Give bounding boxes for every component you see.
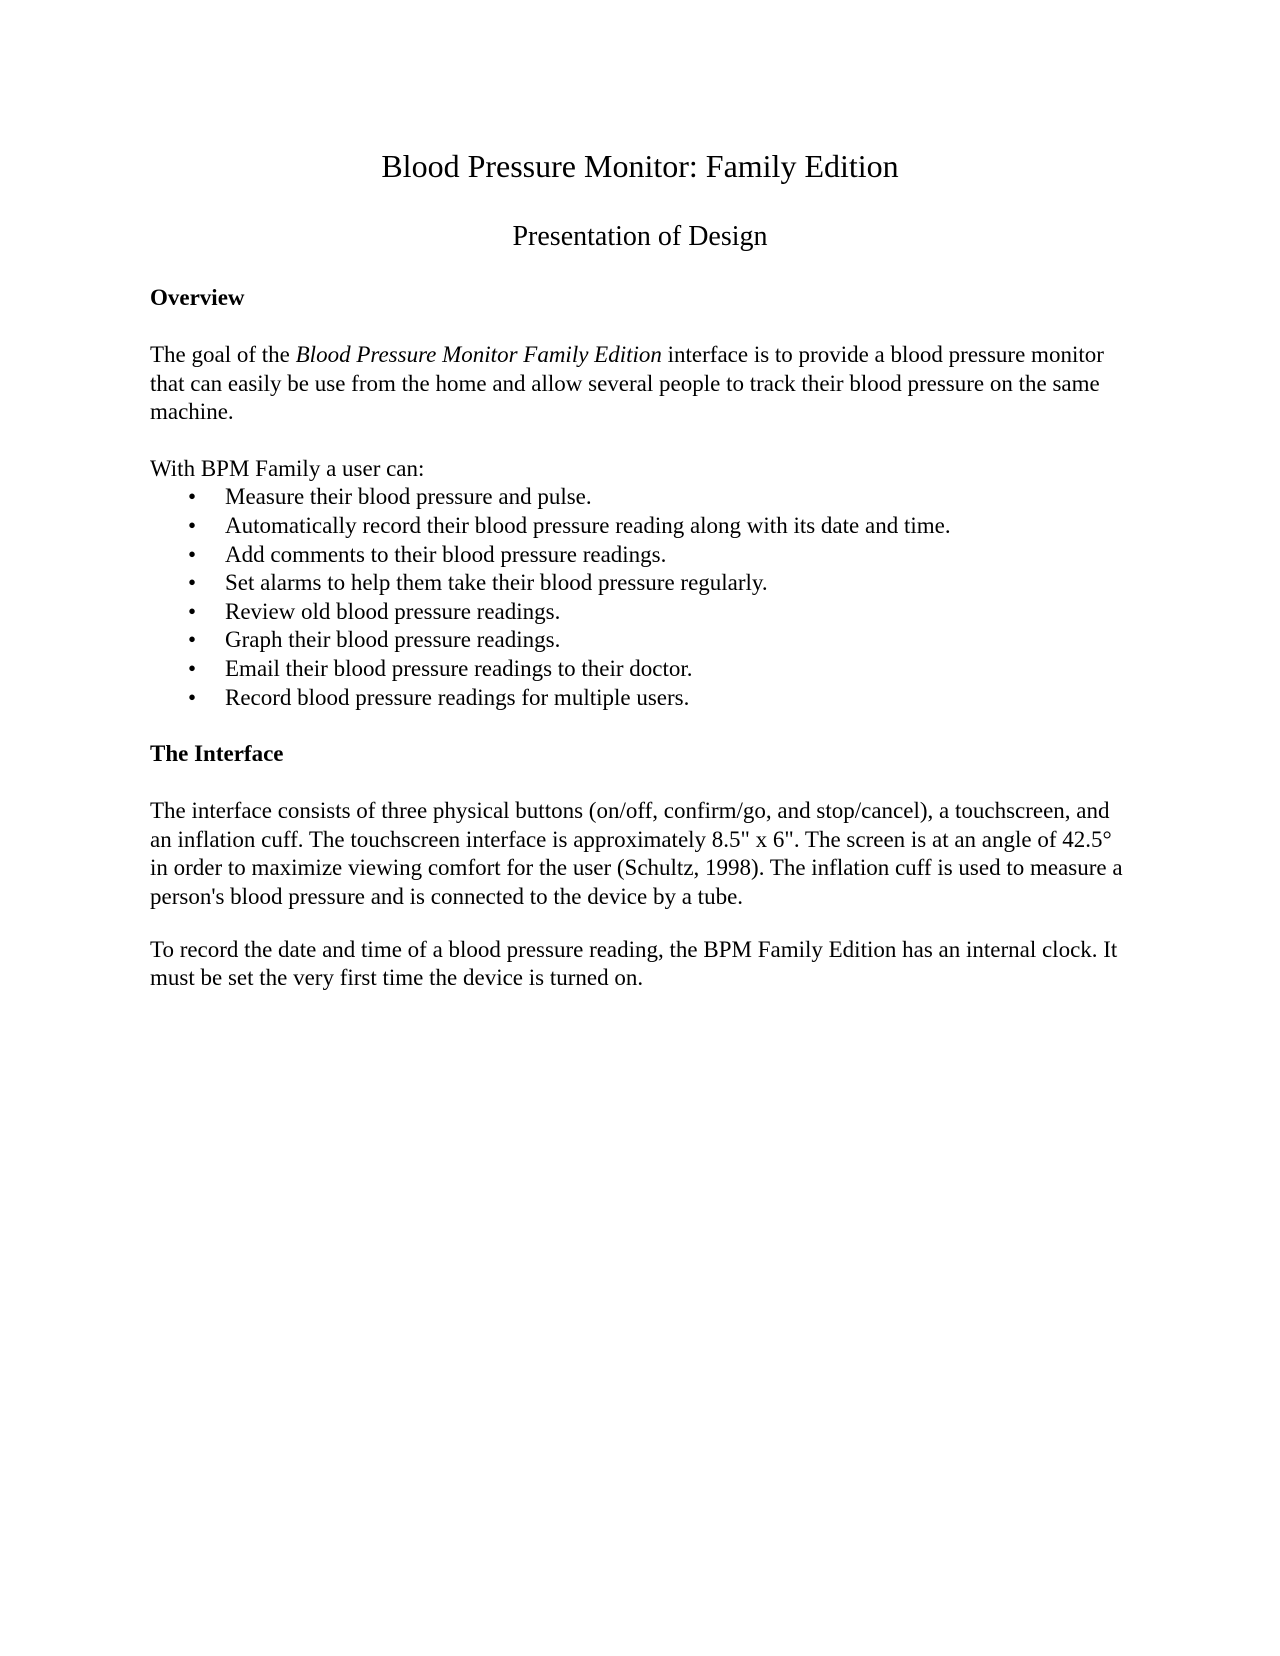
list-item (150, 598, 1130, 627)
list-item (150, 569, 1130, 598)
bullet-icon: • (188, 570, 197, 596)
overview-heading: Overview (150, 285, 245, 310)
list-item-text: Graph their blood pressure readings. (225, 627, 561, 653)
list-item-text: Record blood pressure readings for multiple users. (225, 684, 690, 710)
bullet-icon: • (188, 655, 197, 681)
bullet-icon: • (188, 684, 197, 710)
list-item (150, 626, 1130, 655)
feature-list (150, 483, 1130, 712)
bullet-icon: • (188, 598, 197, 624)
list-item-text: Set alarms to help them take their blood pressure regularly. (225, 570, 768, 596)
list-item (150, 655, 1130, 684)
goal-text-prefix: The goal of the (150, 342, 296, 367)
list-item-text: Review old blood pressure readings. (225, 598, 561, 624)
goal-text-suffix: interface is to provide a blood pressure monitor that can easily be use from the home and allow several people to track their blood pressure on the same machine. (150, 342, 1104, 425)
document-body (150, 146, 1130, 993)
list-item (150, 483, 1130, 512)
document-subtitle: Presentation of Design (512, 221, 768, 252)
document-title: Blood Pressure Monitor: Family Edition (381, 148, 899, 184)
product-name-italic: Blood Pressure Monitor Family Edition (295, 342, 662, 367)
list-item (150, 541, 1130, 570)
list-item-text: Add comments to their blood pressure readings. (225, 541, 667, 567)
features-intro: With BPM Family a user can: (150, 455, 425, 481)
list-item-text: Email their blood pressure readings to their doctor. (225, 655, 693, 681)
goal-paragraph (150, 341, 1130, 427)
list-item (150, 684, 1130, 713)
bullet-icon: • (188, 512, 197, 538)
list-item-text: Measure their blood pressure and pulse. (225, 484, 592, 510)
bullet-icon: • (188, 541, 197, 567)
interface-heading: The Interface (150, 741, 284, 767)
interface-paragraph: The interface consists of three physical buttons (on/off, confirm/go, and stop/cancel), a touchscreen, and an inflation cuff. The touchscreen interface is approximately 8.5" x 6". The screen is at an angle of 42.5° in order to maximize viewing comfort for the user (Schultz, 1998). The inflation cuff is used to measure a person's blood pressure and is connected to the device by a tube. (150, 798, 1123, 909)
list-item-text: Automatically record their blood pressure reading along with its date and time. (225, 512, 951, 538)
bullet-icon: • (188, 484, 197, 510)
clock-paragraph: To record the date and time of a blood pressure reading, the BPM Family Edition has an internal clock. It must be set the very first time the device is turned on. (150, 936, 1118, 991)
list-item (150, 512, 1130, 541)
bullet-icon: • (188, 627, 197, 653)
